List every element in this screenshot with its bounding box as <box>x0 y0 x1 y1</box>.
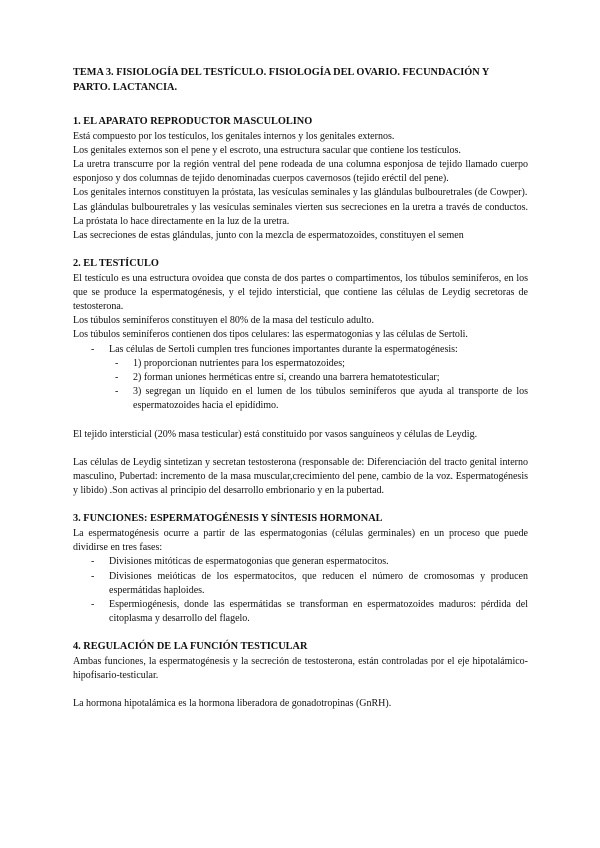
paragraph: Las glándulas bulbouretrales y las vesículas seminales vierten sus secreciones en la uretra a través de conductos. La próstata lo hace directamente en la luz de la uretra. <box>73 201 528 227</box>
list-item-text: Las células de Sertoli cumplen tres funciones importantes durante la espermatogénesis: <box>109 343 458 355</box>
list-item: - Espermiogénesis, donde las espermátidas se transforman en espermatozoides maduros: pérdida del citoplasma y desarrollo del flagelo. <box>97 598 528 626</box>
document-title: TEMA 3. FISIOLOGÍA DEL TESTÍCULO. FISIOLOGÍA DEL OVARIO. FECUNDACIÓN Y PARTO. LACTANCIA. <box>73 67 489 93</box>
section-heading: 1. EL APARATO REPRODUCTOR MASCULOLINO <box>73 116 313 127</box>
spacer <box>73 442 528 456</box>
paragraph: La uretra transcurre por la región ventral del pene rodeada de una columna esponjosa de tejido llamado cuerpo esponjoso y dos columnas de tejido denominadas cuerpos cavernosos (tejido eréctil del pene). <box>73 158 528 185</box>
bullet-list <box>73 555 528 626</box>
paragraph: Los túbulos seminíferos contienen dos tipos celulares: las espermatogonias y las células de Sertoli. <box>73 329 468 341</box>
section-regulacion <box>73 640 528 711</box>
paragraph: Ambas funciones, la espermatogénesis y la secreción de testosterona, están controladas por el eje hipotalámico-hipofisario-testicular. <box>73 655 528 682</box>
bullet-list <box>73 343 528 414</box>
numbered-item: - 1) proporcionan nutrientes para los espermatozoides; <box>121 357 528 371</box>
list-item: - Divisiones meióticas de los espermatocitos, que reducen el número de cromosomas y producen espermátidas haploides. <box>97 570 528 598</box>
section-heading: 4. REGULACIÓN DE LA FUNCIÓN TESTICULAR <box>73 641 308 653</box>
paragraph: Los túbulos seminíferos constituyen el 80% de la masa del testículo adulto. <box>73 315 375 327</box>
paragraph: Las secreciones de estas glándulas, junto con la mezcla de espermatozoides, constituyen el semen <box>73 229 464 241</box>
numbered-item: - 2) forman uniones herméticas entre sí, creando una barrera hematotesticular; <box>121 371 528 385</box>
numbered-item: - 3) segregan un líquido en el lumen de los túbulos seminíferos que ayuda al transporte de los espermatozoides hacia el epidídimo. <box>121 385 528 413</box>
section-heading: 3. FUNCIONES: ESPERMATOGÉNESIS Y SÍNTESIS HORMONAL <box>73 513 383 525</box>
section-aparato-reproductor <box>73 115 528 243</box>
paragraph: Los genitales externos son el pene y el escroto, una estructura sacular que contiene los testículos. <box>73 144 461 156</box>
paragraph: Los genitales internos constituyen la próstata, las vesículas seminales y las glándulas bulbouretrales (de Cowper). <box>73 187 528 199</box>
paragraph: El testículo es una estructura ovoidea que consta de dos partes o compartimentos, los túbulos seminíferos, en los que se produce la espermatogénesis, y el tejido intersticial, que contiene las células de Leydig secretoras de testosterona. <box>73 272 528 313</box>
paragraph: La hormona hipotalámica es la hormona liberadora de gonadotropinas (GnRH). <box>73 698 392 710</box>
paragraph: Las células de Leydig sintetizan y secretan testosterona (responsable de: Diferenciación del tracto genital interno masculino, Pubertad: incremento de la masa muscular,crecimiento del pene, cambio de la voz. Espermatogénesis y libido) .Son activas al principio del desarrollo embrionario y en la pubertad. <box>73 456 528 497</box>
list-item <box>97 343 528 414</box>
paragraph: La espermatogénesis ocurre a partir de las espermatogonias (células germinales) en un proceso que puede dividirse en tres fases: <box>73 527 528 554</box>
numbered-list <box>109 357 528 414</box>
paragraph: El tejido intersticial (20% masa testicular) está constituido por vasos sanguíneos y células de Leydig. <box>73 428 478 440</box>
paragraph: Está compuesto por los testículos, los genitales internos y los genitales externos. <box>73 130 395 142</box>
section-heading: 2. EL TESTÍCULO <box>73 258 159 270</box>
list-item: - Divisiones mitóticas de espermatogonias que generan espermatocitos. <box>97 555 528 569</box>
section-funciones <box>73 512 528 626</box>
spacer <box>73 414 528 428</box>
spacer <box>73 683 528 697</box>
section-testiculo <box>73 257 528 498</box>
